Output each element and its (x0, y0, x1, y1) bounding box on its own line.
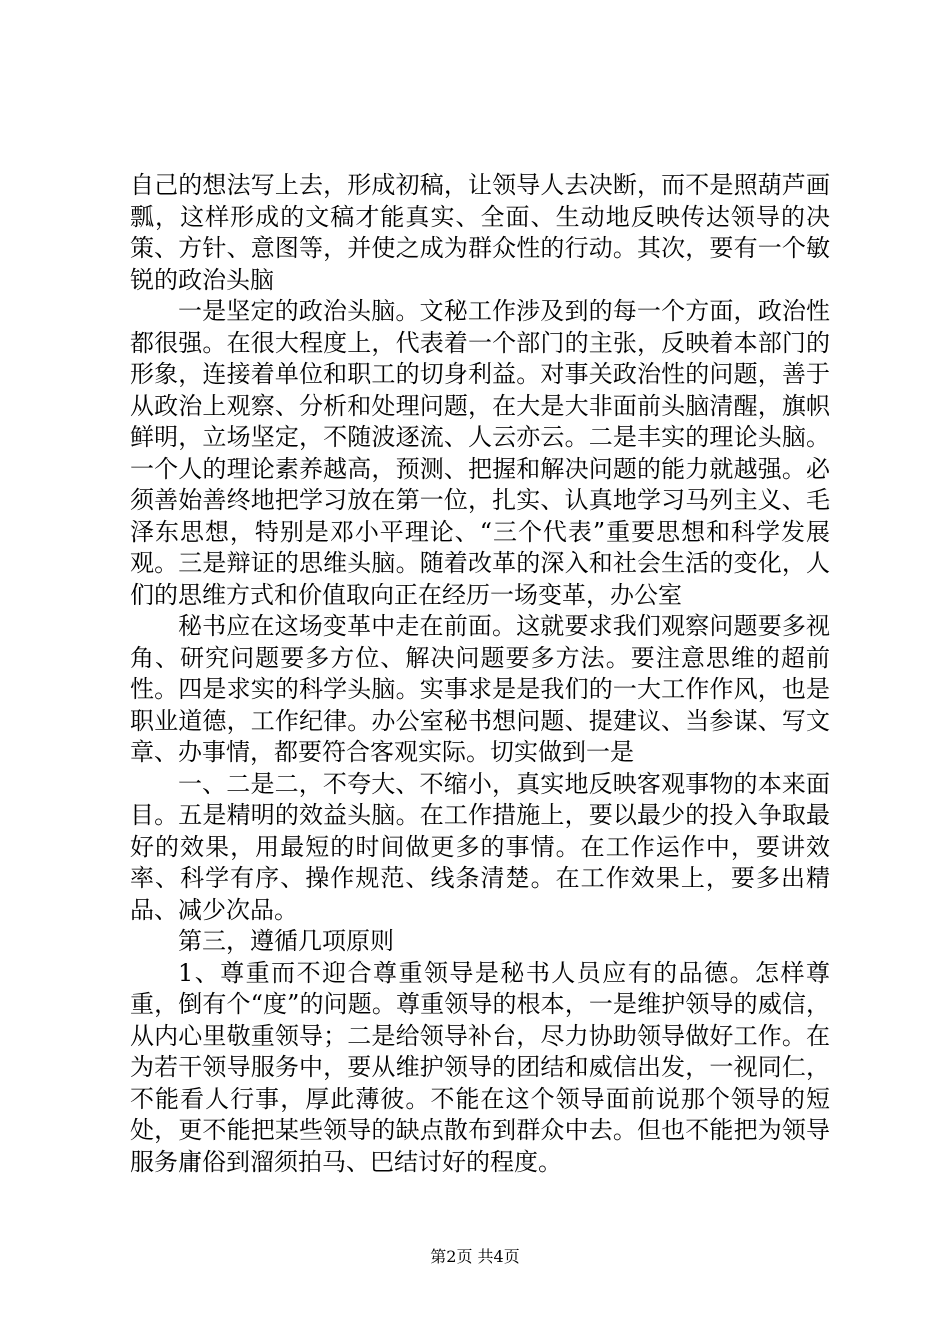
document-body (130, 170, 830, 1178)
paragraph-6: 1、尊重而不迎合尊重领导是秘书人员应有的品德。怎样尊重，倒有个“度”的问题。尊重领导的根本，一是维护领导的威信，从内心里敬重领导；二是给领导补台，尽力协助领导做好工作。在为若干领导服务中，要从维护领导的团结和威信出发，一视同仁，不能看人行事，厚此薄彼。不能在这个领导面前说那个领导的短处，更不能把某些领导的缺点散布到群众中去。但也不能把为领导服务庸俗到溜须拍马、巴结讨好的程度。 (130, 958, 830, 1176)
paragraph-2: 一是坚定的政治头脑。文秘工作涉及到的每一个方面，政治性都很强。在很大程度上，代表着一个部门的主张，反映着本部门的形象，连接着单位和职工的切身利益。对事关政治性的问题，善于从政治上观察、分析和处理问题，在大是大非面前头脑清醒，旗帜鲜明，立场坚定，不随波逐流、人云亦云。二是丰实的理论头脑。一个人的理论素养越高，预测、把握和解决问题的能力就越强。必须善始善终地把学习放在第一位，扎实、认真地学习马列主义、毛泽东思想，特别是邓小平理论、“三个代表”重要思想和科学发展观。三是辩证的思维头脑。随着改革的深入和社会生活的变化，人们的思维方式和价值取向正在经历一场变革，办公室 (130, 297, 830, 609)
paragraph-3: 秘书应在这场变革中走在前面。这就要求我们观察问题要多视角、研究问题要多方位、解决问题要多方法。要注意思维的超前性。四是求实的科学头脑。实事求是是我们的一大工作作风，也是职业道德，工作纪律。办公室秘书想问题、提建议、当参谋、写文章、办事情，都要符合客观实际。切实做到一是 (130, 612, 830, 766)
paragraph-1: 自己的想法写上去，形成初稿，让领导人去决断，而不是照葫芦画瓢，这样形成的文稿才能真实、全面、生动地反映传达领导的决策、方针、意图等，并使之成为群众性的行动。其次，要有一个敏锐的政治头脑 (130, 171, 830, 294)
paragraph-4: 一、二是二，不夸大、不缩小，真实地反映客观事物的本来面目。五是精明的效益头脑。在工作措施上，要以最少的投入争取最好的效果，用最短的时间做更多的事情。在工作运作中，要讲效率、科学有序、操作规范、线条清楚。在工作效果上，要多出精品、减少次品。 (130, 769, 830, 924)
page-number: 第2页 共4页 (430, 1247, 520, 1266)
page-footer (0, 1244, 950, 1267)
section-heading: 第三，遵循几项原则 (178, 927, 394, 955)
